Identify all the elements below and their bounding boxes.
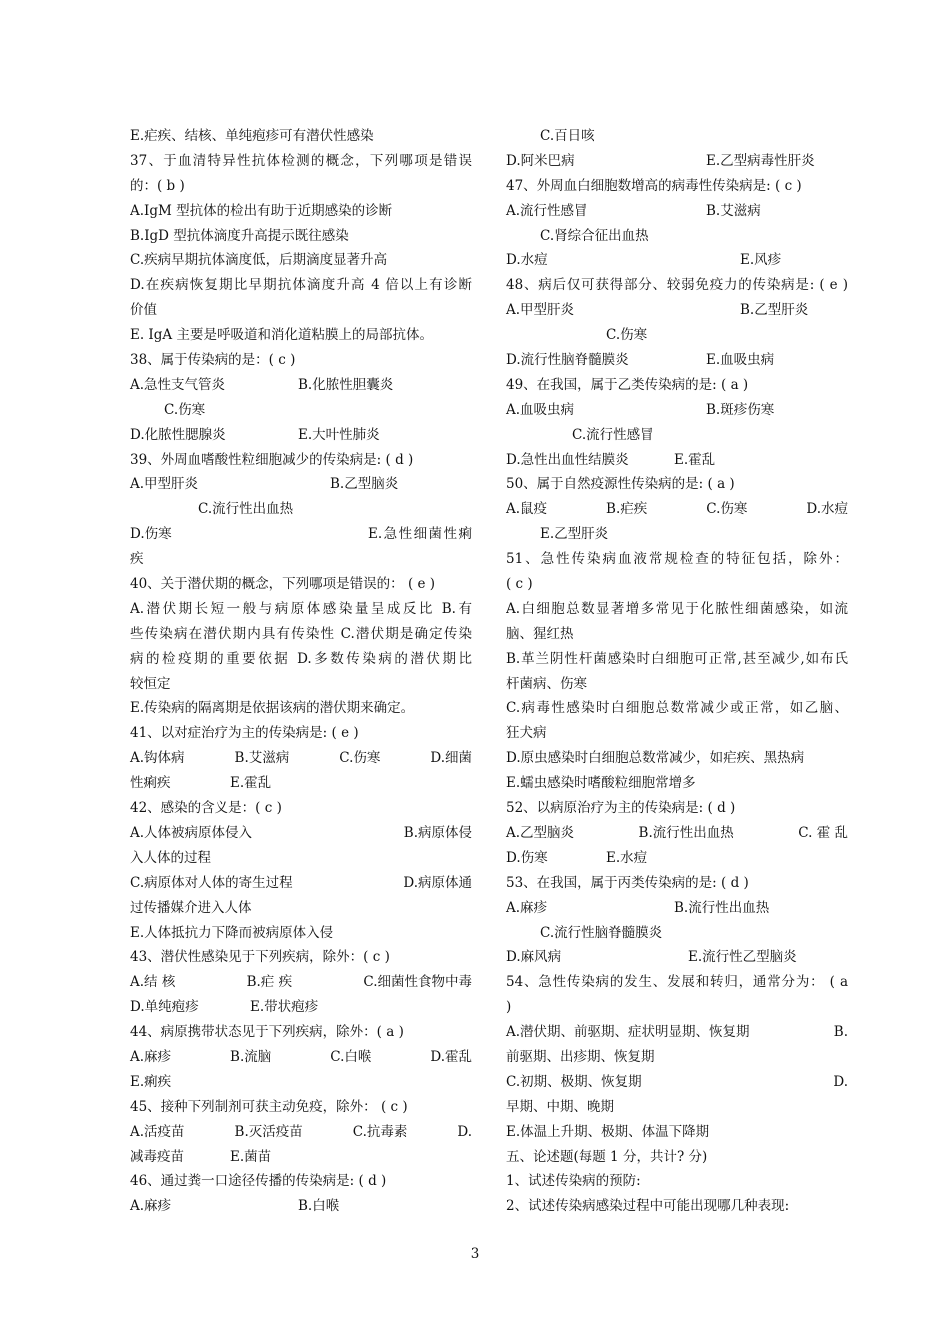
option-text: C.流行性脑脊髓膜炎 <box>540 924 663 941</box>
option-text: E.霍乱 <box>230 775 272 792</box>
option-row <box>506 323 848 348</box>
option-row <box>506 298 848 323</box>
option-row <box>130 1145 472 1170</box>
option-text: B.乙型脑炎 <box>330 476 399 493</box>
option-row <box>506 149 848 174</box>
text-line: 疾 <box>130 551 144 568</box>
option-text: C.伤寒 <box>339 750 381 767</box>
text-line: 51、急性传染病血液常规检查的特征包括，除外： <box>506 551 848 568</box>
option-text: C.伤寒 <box>606 327 648 344</box>
option-row <box>130 1120 472 1145</box>
text-line: 五、论述题(每题 1 分，共计? 分) <box>506 1148 708 1165</box>
text-line: E.疟疾、结核、单纯疱疹可有潜伏性感染 <box>130 128 374 144</box>
option-row <box>506 398 848 423</box>
option-text: D.霍乱 <box>430 1048 472 1065</box>
option-text: D.伤寒 <box>130 526 172 543</box>
option-row <box>506 945 848 970</box>
option-text: E.霍乱 <box>674 451 716 468</box>
option-text: D.阿米巴病 <box>506 152 575 169</box>
option-text: B.疟疾 <box>606 501 648 518</box>
option-row <box>130 373 472 398</box>
option-row <box>506 423 848 448</box>
option-text: A.麻疹 <box>506 899 548 916</box>
text-line: 较恒定 <box>130 675 171 692</box>
option-text: C.白喉 <box>330 1048 372 1065</box>
text-line: 杆菌病、伤寒 <box>506 675 587 692</box>
option-text: D.水痘 <box>806 501 848 518</box>
text-line: 42、感染的含义是：( c ) <box>130 800 282 817</box>
option-text: E.流行性乙型脑炎 <box>688 949 797 966</box>
text-line: 的：( b ) <box>130 177 185 194</box>
option-text: A.结 核 <box>130 974 176 991</box>
option-text: A.急性支气管炎 <box>130 376 226 393</box>
text-line: 狂犬病 <box>506 725 547 742</box>
option-text: C.肾综合征出血热 <box>540 227 649 244</box>
option-row <box>130 472 472 497</box>
text-line: D.在疾病恢复期比早期抗体滴度升高 4 倍以上有诊断 <box>130 277 472 294</box>
text-line: D.原虫感染时白细胞总数常减少，如疟疾、黑热病 <box>506 750 805 767</box>
option-row <box>130 871 472 896</box>
option-text: E.血吸虫病 <box>706 352 775 369</box>
text-line: A.IgM 型抗体的检出有助于近期感染的诊断 <box>130 202 393 219</box>
text-line: 2、试述传染病感染过程中可能出现哪几种表现: <box>506 1198 790 1215</box>
option-text: D.细菌 <box>430 750 472 767</box>
option-text: D.单纯疱疹 <box>130 999 199 1016</box>
option-text: C.病原体对人体的寄生过程 <box>130 874 293 891</box>
option-text: B.流行性出血热 <box>638 824 734 841</box>
option-text: D. <box>457 1123 472 1140</box>
text-line: E.蠕虫感染时嗜酸粒细胞常增多 <box>506 775 696 792</box>
text-line: A.潜伏期长短一般与病原体感染量呈成反比 B.有 <box>130 600 472 617</box>
option-text: A.麻疹 <box>130 1198 172 1215</box>
option-text: E.菌苗 <box>230 1148 272 1165</box>
option-row <box>130 746 472 771</box>
option-text: E.急性细菌性痢 <box>368 526 472 543</box>
text-line: A.白细胞总数显著增多常见于化脓性细菌感染，如流 <box>506 600 848 617</box>
option-text: B.白喉 <box>298 1198 340 1215</box>
text-line: 前驱期、出疹期、恢复期 <box>506 1048 655 1065</box>
text-line: 39、外周血嗜酸性粒细胞减少的传染病是: ( d ) <box>130 451 414 468</box>
option-text: A.血吸虫病 <box>506 401 575 418</box>
option-text: B.流行性出血热 <box>674 899 770 916</box>
option-text: C.抗毒素 <box>352 1123 408 1140</box>
option-text: C.流行性感冒 <box>572 426 654 443</box>
text-line: E.痢疾 <box>130 1073 172 1090</box>
text-line: C.病毒性感染时白细胞总数常减少或正常，如乙脑、 <box>506 700 848 717</box>
option-text: B.疟 疾 <box>246 974 293 991</box>
text-line: ( c ) <box>506 576 533 593</box>
option-row <box>130 821 472 846</box>
text-line: 入人体的过程 <box>130 849 211 866</box>
text-line: 46、通过粪一口途径传播的传染病是: ( d ) <box>130 1173 387 1190</box>
option-text: B.流脑 <box>230 1048 272 1065</box>
option-text: C.百日咳 <box>540 128 595 144</box>
option-text: D.水痘 <box>506 252 548 269</box>
option-text: 减毒疫苗 <box>130 1148 184 1165</box>
option-text: A.乙型脑炎 <box>506 824 575 841</box>
option-text: A.鼠疫 <box>506 501 548 518</box>
option-text: A.甲型肝炎 <box>130 476 199 493</box>
text-line: C.疾病早期抗体滴度低，后期滴度显著升高 <box>130 252 388 269</box>
right-column <box>506 124 848 1219</box>
option-row <box>506 199 848 224</box>
option-row <box>130 995 472 1020</box>
text-line: E.体温上升期、极期、体温下降期 <box>506 1123 710 1140</box>
text-line: 49、在我国，属于乙类传染病的是: ( a ) <box>506 376 749 393</box>
text-line: 47、外周血白细胞数增高的病毒性传染病是: ( c ) <box>506 177 802 194</box>
option-row <box>506 522 848 547</box>
text-line: E. IgA 主要是呼吸道和消化道粘膜上的局部抗体。 <box>130 327 433 344</box>
option-text: A.流行性感冒 <box>506 202 588 219</box>
text-line: 脑、猩红热 <box>506 625 574 642</box>
option-text: E.带状疱疹 <box>250 999 319 1016</box>
option-text: E.大叶性肺炎 <box>298 426 380 443</box>
page-number: 3 <box>470 1246 480 1262</box>
option-row <box>506 348 848 373</box>
option-row <box>130 1045 472 1070</box>
text-line: 45、接种下列制剂可获主动免疫，除外： ( c ) <box>130 1098 408 1115</box>
text-line: 病的检疫期的重要依据 D.多数传染病的潜伏期比 <box>130 650 472 667</box>
option-row <box>506 846 848 871</box>
text-line: 早期、中期、晚期 <box>506 1098 614 1115</box>
option-text: C. 霍 乱 <box>798 824 848 841</box>
option-text: C.细菌性食物中毒 <box>363 974 472 991</box>
option-text: C.伤寒 <box>164 401 206 418</box>
option-row <box>506 921 848 946</box>
option-text: C.初期、极期、恢复期 <box>506 1073 642 1090</box>
option-text: B.病原体侵 <box>403 824 472 841</box>
option-text: A.麻疹 <box>130 1048 172 1065</box>
option-row <box>506 448 848 473</box>
option-text: B.斑疹伤寒 <box>706 401 775 418</box>
option-text: D.流行性脑脊髓膜炎 <box>506 352 629 369</box>
text-line: 价值 <box>130 302 157 319</box>
option-text: A.潜伏期、前驱期、症状明显期、恢复期 <box>506 1024 750 1041</box>
option-text: B.艾滋病 <box>234 750 290 767</box>
text-line: 44、病原携带状态见于下列疾病，除外：( a ) <box>130 1024 404 1041</box>
text-line: E.人体抵抗力下降而被病原体入侵 <box>130 924 334 941</box>
text-line: B.IgD 型抗体滴度升高提示既往感染 <box>130 227 349 244</box>
text-line: 48、病后仅可获得部分、较弱免疫力的传染病是: ( e ) <box>506 277 848 294</box>
option-text: B.艾滋病 <box>706 202 761 219</box>
option-row <box>130 398 472 423</box>
option-text: C.伤寒 <box>706 501 748 518</box>
option-row <box>130 771 472 796</box>
option-text: B.灭活疫苗 <box>234 1123 303 1140</box>
text-line: E.传染病的隔离期是依据该病的潜伏期来确定。 <box>130 700 415 717</box>
option-row <box>130 970 472 995</box>
option-text: E.乙型病毒性肝炎 <box>706 152 815 169</box>
left-column <box>130 124 472 1219</box>
option-row <box>506 821 848 846</box>
option-text: A.甲型肝炎 <box>506 302 575 319</box>
option-row <box>130 1194 472 1219</box>
option-text: B.化脓性胆囊炎 <box>298 376 394 393</box>
text-line: 43、潜伏性感染见于下列疾病，除外：( c ) <box>130 949 390 966</box>
option-row <box>506 124 848 149</box>
option-text: D.麻风病 <box>506 949 562 966</box>
text-line: 53、在我国，属于丙类传染病的是: ( d ) <box>506 874 749 891</box>
option-text: B.乙型肝炎 <box>740 302 809 319</box>
option-text: D. <box>833 1073 848 1090</box>
text-line: 54、急性传染病的发生、发展和转归，通常分为： ( a <box>506 974 848 991</box>
option-text: A.活疫苗 <box>130 1123 185 1140</box>
option-text: E.风疹 <box>740 252 782 269</box>
option-text: B. <box>833 1024 848 1041</box>
option-row <box>506 497 848 522</box>
text-line: 过传播媒介进入人体 <box>130 899 252 916</box>
option-text: D.伤寒 <box>506 849 548 866</box>
option-text: D.化脓性腮腺炎 <box>130 426 226 443</box>
option-row <box>130 497 472 522</box>
text-line: 41、以对症治疗为主的传染病是: ( e ) <box>130 725 359 742</box>
option-text: 性痢疾 <box>130 775 171 792</box>
text-line: 1、试述传染病的预防: <box>506 1173 641 1190</box>
option-text: D.急性出血性结膜炎 <box>506 451 629 468</box>
option-text: C.流行性出血热 <box>198 501 294 518</box>
text-line: 40、关于潜伏期的概念，下列哪项是错误的： ( e ) <box>130 576 436 593</box>
option-row <box>506 1020 848 1045</box>
text-line: 37、于血清特异性抗体检测的概念，下列哪项是错误 <box>130 152 472 169</box>
text-line: ) <box>506 999 512 1016</box>
option-row <box>506 224 848 249</box>
text-line: 52、以病原治疗为主的传染病是: ( d ) <box>506 800 736 817</box>
option-row <box>506 248 848 273</box>
option-text: E.水痘 <box>606 849 648 866</box>
text-line: B.革兰阴性杆菌感染时白细胞可正常,甚至减少,如布氏 <box>506 650 848 667</box>
text-line: 些传染病在潜伏期内具有传染性 C.潜伏期是确定传染 <box>130 625 472 642</box>
option-text: A.钩体病 <box>130 750 185 767</box>
text-line: 50、属于自然疫源性传染病的是: ( a ) <box>506 476 735 493</box>
option-row <box>130 423 472 448</box>
option-row <box>130 522 472 547</box>
option-text: A.人体被病原体侵入 <box>130 824 253 841</box>
option-text: E.乙型肝炎 <box>540 526 609 543</box>
option-row <box>506 896 848 921</box>
option-text: D.病原体通 <box>403 874 472 891</box>
option-row <box>506 1070 848 1095</box>
text-line: 38、属于传染病的是：( c ) <box>130 352 296 369</box>
